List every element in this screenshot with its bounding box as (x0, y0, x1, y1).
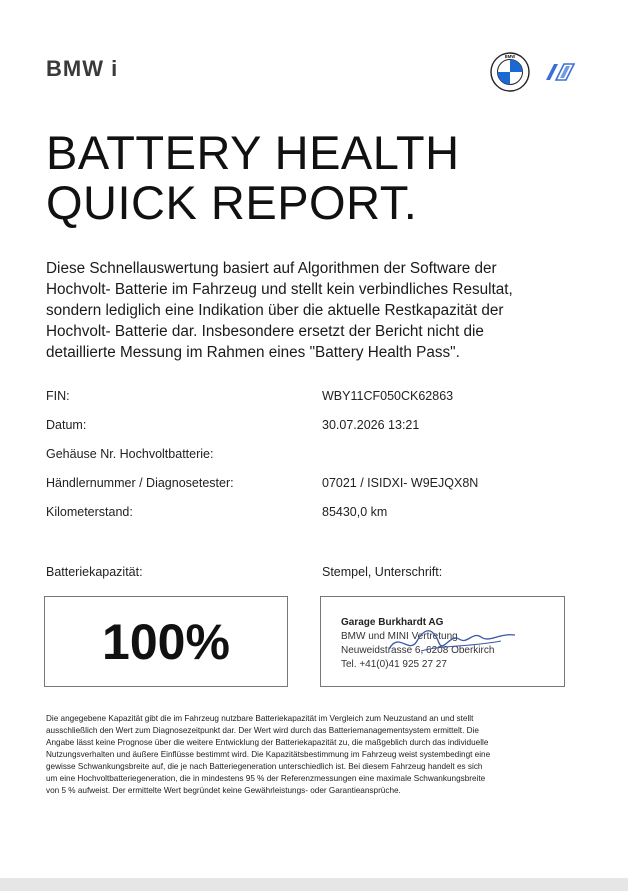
stamp-label: Stempel, Unterschrift: (322, 565, 443, 579)
footnote-line: gewisse Schwankungsbreite auf, die je nach Batteriegeneration unterschiedlich ist. Bei diesem Fahrzeug handelt es sich (46, 762, 483, 771)
footnote-line: Nutzungsverhalten und äußere Einflüsse bestimmt wird. Die Kapazitätsbestimmung im Fahrzeug weist systembedingt eine (46, 750, 491, 759)
stamp-box (320, 596, 565, 687)
intro-line: Diese Schnellauswertung basiert auf Algorithmen der Software der (46, 260, 497, 277)
intro-line: Hochvolt- Batterie dar. Insbesondere ersetzt der Bericht nicht die (46, 323, 484, 340)
title-line-1: BATTERY HEALTH (46, 126, 460, 179)
footnote-line: ausschließlich den Wert zum Diagnosezeitpunkt dar. Der Wert wird durch das Batteriemanagementsystem ermittelt. Die (46, 726, 479, 735)
fin-label: FIN: (46, 389, 70, 403)
capacity-box (44, 596, 288, 687)
fin-value: WBY11CF050CK62863 (322, 389, 454, 403)
handwritten-signature (381, 621, 521, 661)
capacity-value: 100% (102, 613, 230, 670)
haendler-value: 07021 / ISIDXI- W9EJQX8N (322, 476, 479, 490)
datum-value: 30.07.2026 13:21 (322, 418, 420, 432)
datum-label: Datum: (46, 418, 87, 432)
kilometerstand-label: Kilometerstand: (46, 505, 133, 519)
gehaeuse-label: Gehäuse Nr. Hochvoltbatterie: (46, 447, 214, 461)
intro-line: detaillierte Messung im Rahmen eines "Battery Health Pass". (46, 344, 460, 361)
svg-text:BMW: BMW (504, 53, 516, 59)
bmw-i-logo-icon (540, 62, 576, 82)
haendler-label: Händlernummer / Diagnosetester: (46, 476, 234, 490)
page-title (46, 128, 460, 228)
bmw-roundel-icon (490, 52, 530, 92)
footnote-line: um eine Hochvoltbatteriegeneration, die in mindestens 95 % der Referenzmessungen eine maximale Schwankungsbreite (46, 774, 486, 783)
footnote-line: Angabe lässt keine Prognose über die weitere Entwicklung der Batteriekapazität zu, die maßgeblich durch das individuelle (46, 738, 489, 747)
footnote-line: Die angegebene Kapazität gibt die im Fahrzeug nutzbare Batteriekapazität im Vergleich zum Neuzustand an und stellt (46, 714, 474, 723)
disclaimer-footnote (46, 713, 586, 797)
intro-line: Hochvolt- Batterie im Fahrzeug und stellt kein verbindliches Resultat, (46, 281, 513, 298)
footnote-line: von 5 % aufweist. Der ermittelte Wert begründet keine Gewährleistungs- oder Garantieansprüche. (46, 786, 401, 795)
intro-line: sondern lediglich eine Indikation über die aktuelle Restkapazität der (46, 302, 504, 319)
brand-wordmark: BMW i (46, 56, 119, 81)
stamp-company: Garage Burkhardt AG (341, 617, 444, 628)
intro-paragraph (46, 258, 586, 363)
stamp-address: Neuweidstrasse 6, 6208 Oberkirch (341, 645, 495, 656)
stamp-phone: Tel. +41(0)41 925 27 27 (341, 659, 447, 670)
title-line-2: QUICK REPORT. (46, 176, 418, 229)
page-bottom-edge (0, 878, 628, 891)
capacity-label: Batteriekapazität: (46, 565, 143, 579)
stamp-dealer-line: BMW und MINI Vertretung (341, 631, 458, 642)
kilometerstand-value: 85430,0 km (322, 505, 388, 519)
